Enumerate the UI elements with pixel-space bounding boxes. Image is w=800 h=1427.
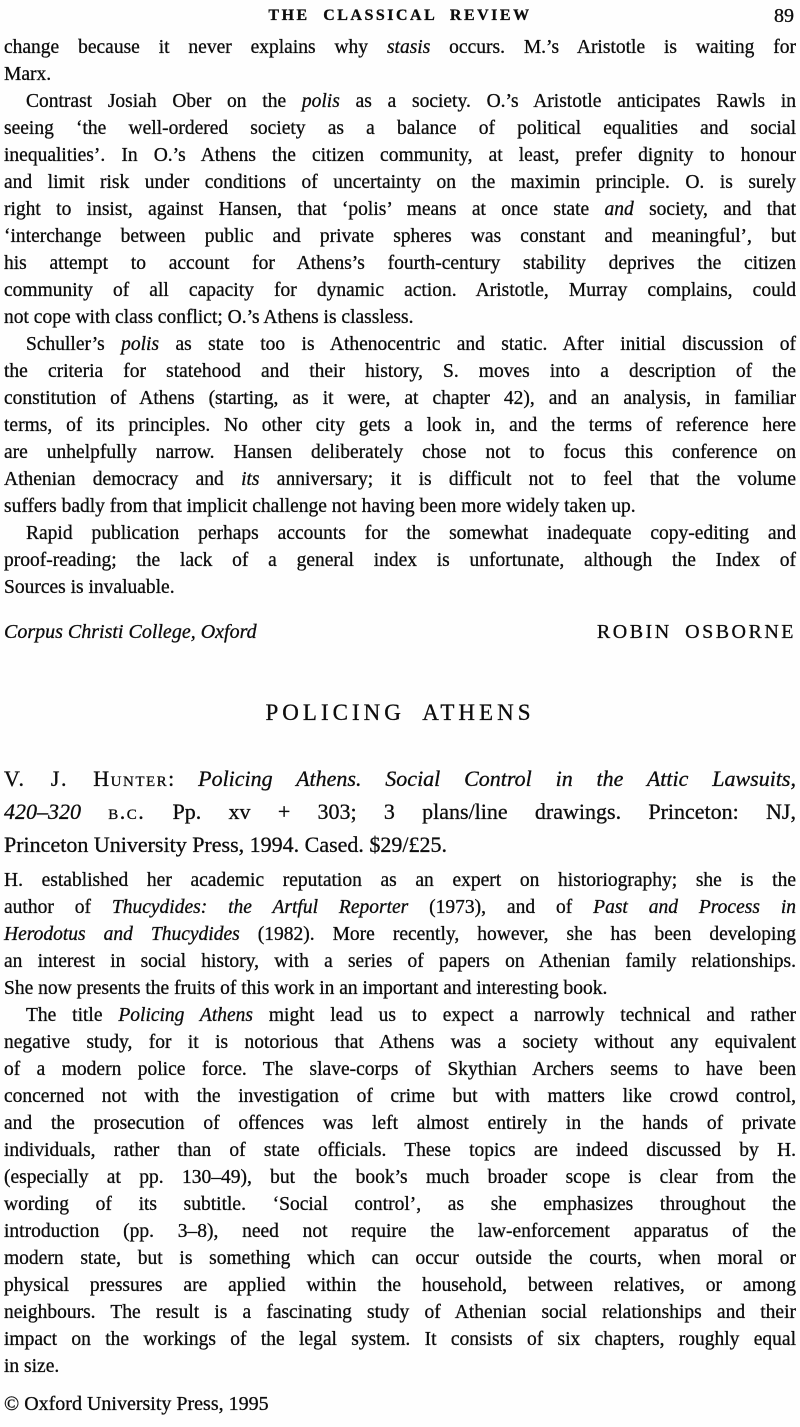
- reviewer-name: ROBIN OSBORNE: [596, 621, 796, 643]
- text-run: right to insist, against Hansen, that ‘polis’ means at once state: [4, 199, 605, 220]
- text-run: anniversary; it is difficult not to feel that the volume: [259, 469, 796, 490]
- text-run: community of all capacity for dynamic action. Aristotle, Murray complains, could: [4, 280, 796, 301]
- text-line: [4, 466, 796, 493]
- section-heading: POLICING ATHENS: [265, 700, 535, 725]
- journal-title: THE CLASSICAL REVIEW: [268, 7, 532, 24]
- text-line: [4, 1164, 796, 1191]
- text-line: [4, 795, 796, 828]
- paragraph: [4, 331, 796, 520]
- text-run: (1973), and of: [408, 897, 594, 918]
- text-run: H. established her academic reputation as an expert on historiography; she is the: [4, 870, 796, 891]
- text-run: [81, 799, 108, 824]
- text-run: Rapid publication perhaps accounts for the somewhat inadequate copy-editing and: [26, 523, 796, 544]
- text-line: [4, 1326, 796, 1353]
- text-run: Pp. xv + 303; 3 plans/line drawings. Princeton: NJ,: [145, 799, 796, 824]
- text-line: [4, 1137, 796, 1164]
- text-run: Princeton University Press, 1994. Cased. $29/£25.: [4, 832, 448, 857]
- text-run: :: [168, 766, 199, 791]
- text-line: [4, 358, 796, 385]
- text-run-i: its: [241, 469, 260, 490]
- text-run: Athenian democracy and: [4, 469, 242, 490]
- text-run: proof-reading; the lack of a general index is unfortunate, although the Index of: [4, 550, 796, 571]
- text-run: inequalities’. In O.’s Athens the citizen community, at least, prefer dignity to honour: [4, 145, 796, 166]
- text-line: [4, 250, 796, 277]
- text-run: seeing ‘the well-ordered society as a balance of political equalities and social: [4, 118, 796, 139]
- text-line: [4, 169, 796, 196]
- text-run-i: polis: [121, 334, 160, 355]
- text-run-i: polis: [301, 91, 340, 112]
- text-line: [4, 1245, 796, 1272]
- text-line: [4, 304, 796, 331]
- reviewer-affiliation: Corpus Christi College, Oxford: [4, 621, 257, 643]
- text-run-i: and: [604, 199, 634, 220]
- text-run: (especially at pp. 130–49), but the book’s much broader scope is clear from the: [4, 1167, 796, 1188]
- text-line: [4, 921, 796, 948]
- review-signature: [4, 619, 796, 646]
- text-line: [4, 762, 796, 795]
- text-line: [4, 1218, 796, 1245]
- text-run: and limit risk under conditions of uncertainty on the maximin principle. O. is surely: [4, 172, 796, 193]
- text-run: neighbours. The result is a fascinating study of Athenian social relationships and their: [4, 1302, 796, 1323]
- text-line: [4, 277, 796, 304]
- text-line: [4, 948, 796, 975]
- text-run: impact on the workings of the legal system. It consists of six chapters, roughly equal: [4, 1329, 796, 1350]
- text-run: of a modern police force. The slave-corps of Skythian Archers seems to have been: [4, 1059, 796, 1080]
- text-run: constitution of Athens (starting, as it were, at chapter 42), and an analysis, in familiar: [4, 388, 796, 409]
- text-run: as state too is Athenocentric and static. After initial discussion of: [159, 334, 796, 355]
- text-run-i: Thucydides: the Artful Reporter: [111, 897, 409, 918]
- paragraph: [4, 520, 796, 601]
- text-line: [4, 439, 796, 466]
- text-line: [4, 412, 796, 439]
- text-line: [4, 828, 796, 861]
- text-line: [4, 1029, 796, 1056]
- text-line: [4, 574, 796, 601]
- text-run: and the prosecution of offences was left almost entirely in the hands of private: [4, 1113, 796, 1134]
- text-run: terms, of its principles. No other city gets a look in, and the terms of reference here: [4, 415, 796, 436]
- book-citation: [4, 762, 796, 861]
- text-run: in size.: [4, 1356, 60, 1377]
- page-header: [4, 5, 796, 27]
- text-run-i: Herodotus and Thucydides: [4, 924, 240, 945]
- text-line: [4, 223, 796, 250]
- text-line: [4, 115, 796, 142]
- page-number: 89: [774, 5, 794, 27]
- paragraph: [4, 88, 796, 331]
- text-run: society, and that: [633, 199, 796, 220]
- text-line: [4, 61, 796, 88]
- text-run: are unhelpfully narrow. Hansen deliberately chose not to focus this conference on: [4, 442, 796, 463]
- text-line: [4, 1191, 796, 1218]
- text-line: [4, 196, 796, 223]
- text-run: Contrast Josiah Ober on the: [26, 91, 302, 112]
- text-run: introduction (pp. 3–8), need not require the law-enforcement apparatus of the: [4, 1221, 796, 1242]
- text-run: his attempt to account for Athens’s fourth-century stability deprives the citizen: [4, 253, 796, 274]
- text-run: not cope with class conflict; O.’s Athens is classless.: [4, 307, 414, 328]
- text-run-i: 420–320: [4, 799, 81, 824]
- text-run: wording of its subtitle. ‘Social control’, as she emphasizes throughout the: [4, 1194, 796, 1215]
- text-run: The title: [26, 1005, 119, 1026]
- text-line: [4, 331, 796, 358]
- text-run: ‘interchange between public and private spheres was constant and meaningful’, but: [4, 226, 796, 247]
- paragraph: [4, 1002, 796, 1380]
- text-line: [4, 385, 796, 412]
- text-line: [4, 88, 796, 115]
- text-line: [4, 1299, 796, 1326]
- text-run-sc: b.c.: [108, 799, 146, 824]
- text-line: [4, 894, 796, 921]
- text-run-i: Past and Process in: [593, 897, 796, 918]
- text-run: the criteria for statehood and their history, S. moves into a description of the: [4, 361, 796, 382]
- text-run: an interest in social history, with a series of papers on Athenian family relationships.: [4, 951, 796, 972]
- text-run: Marx.: [4, 64, 52, 85]
- text-run: change because it never explains why: [4, 37, 387, 58]
- text-run: occurs. M.’s Aristotle is waiting for: [430, 37, 796, 58]
- text-line: [4, 1056, 796, 1083]
- text-run: (1982). More recently, however, she has been developing: [239, 924, 796, 945]
- text-run: She now presents the fruits of this work in an important and interesting book.: [4, 978, 608, 999]
- text-run: negative study, for it is notorious that Athens was a society without any equivalent: [4, 1032, 796, 1053]
- review-hunter-text: [4, 867, 796, 1380]
- review-osborne-text: [4, 34, 796, 601]
- paragraph: [4, 34, 796, 88]
- text-run: author of: [4, 897, 112, 918]
- text-line: [4, 1083, 796, 1110]
- text-line: [4, 34, 796, 61]
- paragraph: [4, 762, 796, 861]
- text-line: [4, 493, 796, 520]
- text-line: [4, 1002, 796, 1029]
- text-run-sc: V. J. Hunter: [4, 766, 169, 791]
- text-run: modern state, but is something which can occur outside the courts, when moral or: [4, 1248, 796, 1269]
- text-run: physical pressures are applied within the household, between relatives, or among: [4, 1275, 796, 1296]
- text-run: individuals, rather than of state officials. These topics are indeed discussed by H.: [4, 1140, 796, 1161]
- text-run: Schuller’s: [26, 334, 122, 355]
- paragraph: [4, 867, 796, 1002]
- text-line: [4, 867, 796, 894]
- text-run-i: Policing Athens. Social Control in the Attic Lawsuits,: [198, 766, 796, 791]
- text-line: [4, 1353, 796, 1380]
- text-line: [4, 1110, 796, 1137]
- text-run: Sources is invaluable.: [4, 577, 175, 598]
- text-line: [4, 142, 796, 169]
- text-run: as a society. O.’s Aristotle anticipates Rawls in: [339, 91, 796, 112]
- text-run: suffers badly from that implicit challenge not having been more widely taken up.: [4, 496, 636, 517]
- text-run-i: Policing Athens: [118, 1005, 254, 1026]
- text-line: [4, 547, 796, 574]
- text-run-i: stasis: [386, 37, 431, 58]
- text-line: [4, 1272, 796, 1299]
- text-run: might lead us to expect a narrowly technical and rather: [253, 1005, 796, 1026]
- text-line: [4, 520, 796, 547]
- text-run: concerned not with the investigation of crime but with matters like crowd control,: [4, 1086, 796, 1107]
- text-line: [4, 975, 796, 1002]
- copyright-notice: © Oxford University Press, 1995: [4, 1393, 269, 1415]
